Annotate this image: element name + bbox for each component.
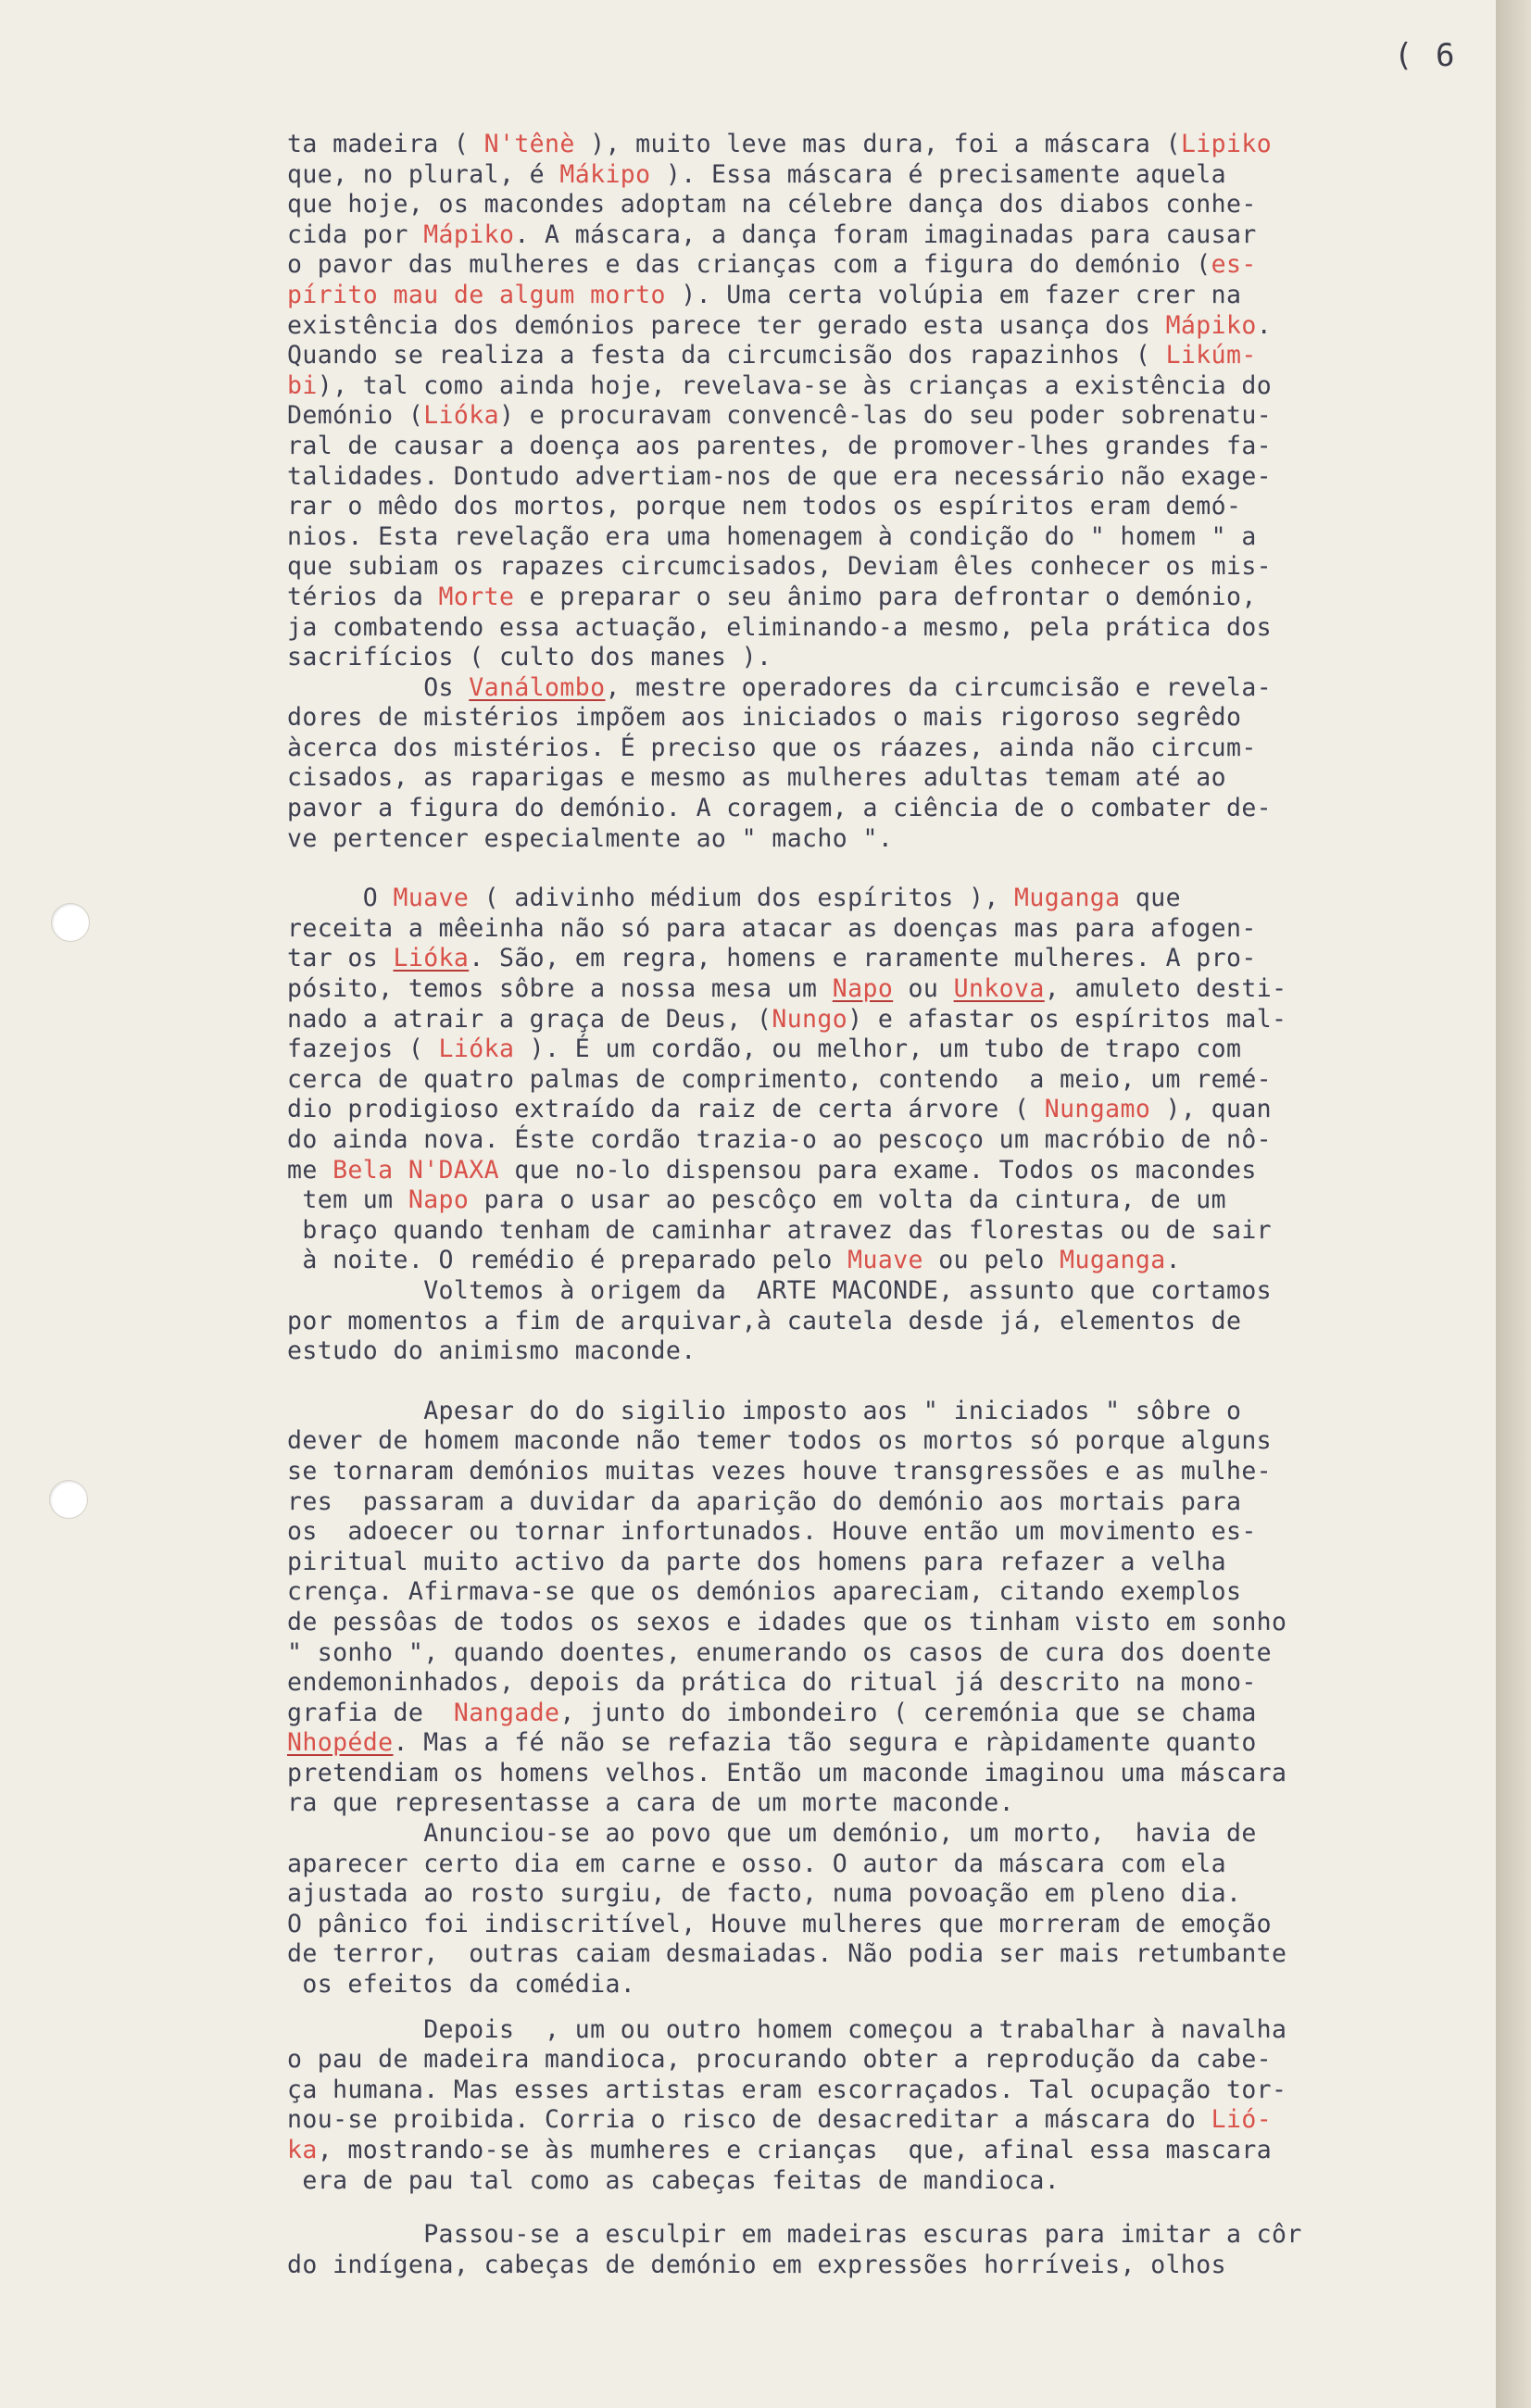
text-line [287, 1970, 1496, 2000]
highlighted-term: Nhopéde [287, 1728, 394, 1758]
text-run: ta madeira ( [287, 130, 484, 158]
text-run: . Mas a fé não se refazia tão segura e ràpidamente quanto [393, 1728, 1257, 1758]
text-run: àcerca dos mistérios. É preciso que os ráazes, ainda não circum- [287, 733, 1257, 762]
text-run: , amuleto desti- [1044, 974, 1287, 1004]
text-line [287, 1457, 1496, 1487]
highlighted-term: Lióka [438, 1035, 515, 1064]
text-line [287, 1095, 1496, 1125]
text-run: , junto do imbondeiro ( ceremónia que se chama [559, 1698, 1257, 1727]
text-run: dio prodigioso extraído da raiz de certa árvore ( [287, 1095, 1045, 1124]
highlighted-term: N'tênè [483, 130, 575, 158]
paragraph [287, 2015, 1496, 2197]
text-line [287, 1759, 1496, 1789]
text-run: ). Uma certa volúpia em fazer crer na [665, 280, 1242, 309]
text-run: Os [287, 672, 470, 702]
text-line [287, 734, 1496, 764]
text-run: , mestre operadores da circumcisão e revela- [605, 672, 1273, 702]
text-run: ), quan [1150, 1095, 1273, 1124]
text-run: ou pelo [922, 1246, 1060, 1275]
text-line [287, 2045, 1496, 2076]
text-run: cisados, as raparigas e mesmo as mulheres adultas temam até ao [287, 763, 1226, 793]
punch-hole [49, 1480, 88, 1519]
highlighted-term: Muganga [1014, 884, 1121, 913]
text-line [287, 1879, 1496, 1910]
text-run: Voltemos à origem da ARTE MACONDE, assunto que cortamos [287, 1275, 1273, 1305]
text-line [287, 462, 1496, 493]
text-run: . São, em regra, homens e raramente mulheres. A pro- [469, 944, 1257, 973]
text-line [287, 1910, 1496, 1940]
text-run: ra que representasse a cara de um morte maconde. [287, 1788, 1015, 1818]
text-line [287, 1517, 1496, 1548]
text-run: grafia de [287, 1698, 454, 1727]
highlighted-term: Lió- [1211, 2105, 1273, 2135]
text-run: ( adivinho médium dos espíritos ), [469, 884, 1015, 913]
text-run: os adoecer ou tornar infortunados. Houve então um movimento es- [287, 1517, 1257, 1547]
text-line [287, 190, 1496, 220]
text-line [287, 914, 1496, 945]
text-line [287, 2015, 1496, 2046]
text-run: O [287, 884, 394, 913]
text-line [287, 1005, 1496, 1035]
text-run: talidades. Dontudo advertiam-nos de que era necessário não exage- [287, 461, 1273, 491]
text-line [287, 1819, 1496, 1850]
text-line [287, 401, 1496, 432]
text-run: " sonho ", quando doentes, enumerando os casos de cura dos doente [287, 1637, 1273, 1667]
text-line [287, 1699, 1496, 1729]
text-run: para o usar ao pescôço em volta da cintura, de um [469, 1185, 1226, 1215]
text-run: Demónio ( [287, 401, 424, 431]
highlighted-term: Likúm- [1165, 341, 1257, 370]
highlighted-term: Mápiko [1165, 310, 1257, 340]
text-run: era de pau tal como as cabeças feitas de mandioca. [287, 2165, 1060, 2195]
text-run: do ainda nova. Éste cordão trazia-o ao pescoço um macróbio de nô- [287, 1125, 1273, 1154]
paragraph [287, 884, 1496, 1276]
text-run: aparecer certo dia em carne e osso. O autor da máscara com ela [287, 1849, 1226, 1878]
page-number: ( 6 [1394, 37, 1457, 74]
text-run: pósito, temos sôbre a nossa mesa um [287, 974, 833, 1004]
text-line [287, 552, 1496, 583]
text-line [287, 341, 1496, 371]
text-run: me [287, 1155, 333, 1185]
highlighted-term: pírito mau de algum morto [287, 280, 666, 309]
text-line [287, 130, 1496, 160]
text-line [287, 944, 1496, 974]
highlighted-term: Lipiko [1180, 130, 1273, 158]
text-run: e preparar o seu ânimo para defrontar o demónio, [514, 582, 1257, 611]
text-line [287, 2220, 1496, 2251]
text-run: nios. Esta revelação era uma homenagem à condição do " homem " a [287, 521, 1257, 551]
text-run: existência dos demónios parece ter gerado esta usança dos [287, 310, 1166, 340]
text-run: Passou-se a esculpir em madeiras escuras para imitar a côr [287, 2220, 1302, 2250]
text-run: nou-se proibida. Corria o risco de desacreditar a máscara do [287, 2105, 1211, 2135]
highlighted-term: ka [287, 2136, 318, 2164]
highlighted-term: Mákipo [559, 159, 651, 189]
text-line [287, 1577, 1496, 1608]
text-line [287, 281, 1496, 311]
text-run: Quando se realiza a festa da circumcisão dos rapazinhos ( [287, 341, 1166, 370]
text-line [287, 220, 1496, 251]
text-line [287, 583, 1496, 613]
text-line [287, 371, 1496, 402]
text-line [287, 2251, 1496, 2281]
highlighted-term: Muave [847, 1246, 923, 1275]
text-line [287, 643, 1496, 673]
text-line [287, 1035, 1496, 1065]
text-line [287, 974, 1496, 1005]
text-run: . [1165, 1246, 1181, 1275]
text-run: dever de homem maconde não temer todos os mortos só porque alguns [287, 1426, 1273, 1456]
text-run: ja combatendo essa actuação, eliminando-a mesmo, pela prática dos [287, 612, 1273, 642]
highlighted-term: Muganga [1060, 1246, 1166, 1275]
text-line [287, 1668, 1496, 1699]
text-run: ça humana. Mas esses artistas eram escorraçados. Tal ocupação tor- [287, 2075, 1287, 2104]
text-line [287, 1065, 1496, 1096]
text-run: térios da [287, 582, 439, 611]
highlighted-term: es- [1211, 250, 1257, 280]
text-run: . A máscara, a dança foram imaginadas para causar [514, 219, 1257, 249]
text-run: o pavor das mulheres e das crianças com a figura do demónio ( [287, 250, 1211, 280]
highlighted-term: Morte [438, 582, 515, 611]
text-run: que [1120, 884, 1181, 913]
text-line [287, 1246, 1496, 1276]
paragraph [287, 673, 1496, 855]
text-line [287, 1728, 1496, 1759]
text-run: ral de causar a doença aos parentes, de promover-lhes grandes fa- [287, 431, 1273, 460]
highlighted-term: Unkova [953, 974, 1045, 1004]
text-line [287, 884, 1496, 914]
text-line [287, 794, 1496, 824]
text-line [287, 1939, 1496, 1970]
highlighted-term: bi [287, 370, 318, 400]
text-run: sacrifícios ( culto dos manes ). [287, 643, 772, 672]
text-run: por momentos a fim de arquivar,à cautela desde já, elementos de [287, 1306, 1242, 1336]
text-line [287, 1638, 1496, 1669]
text-run: ), tal como ainda hoje, revelava-se às crianças a existência do [317, 370, 1273, 400]
text-line [287, 1307, 1496, 1337]
highlighted-term: Napo [832, 974, 894, 1004]
text-run: tar os [287, 944, 394, 973]
text-line [287, 613, 1496, 644]
text-run: endemoninhados, depois da prática do ritual já descrito na mono- [287, 1668, 1257, 1698]
text-run: que subiam os rapazes circumcisados, Deviam êles conhecer os mis- [287, 552, 1273, 582]
paragraph-gap [287, 2000, 1496, 2015]
text-run: de pessôas de todos os sexos e idades que os tinham visto em sonho [287, 1607, 1287, 1637]
text-run: nado a atrair a graça de Deus, ( [287, 1004, 772, 1034]
text-run: que hoje, os macondes adoptam na célebre dança dos diabos conhe- [287, 190, 1257, 219]
text-line [287, 1397, 1496, 1427]
text-run: piritual muito activo da parte dos homens para refazer a velha [287, 1547, 1226, 1576]
highlighted-term: Nungamo [1044, 1095, 1151, 1124]
text-run: se tornaram demónios muitas vezes houve transgressões e as mulhe- [287, 1456, 1273, 1486]
text-line [287, 1185, 1496, 1216]
text-line [287, 1276, 1496, 1307]
text-run: . [1256, 310, 1273, 340]
text-line [287, 1850, 1496, 1880]
text-line [287, 1608, 1496, 1638]
text-line [287, 2166, 1496, 2197]
text-run: O pânico foi indiscritível, Houve mulheres que morreram de emoção [287, 1909, 1273, 1938]
text-run: os efeitos da comédia. [287, 1970, 636, 2000]
text-run: fazejos ( [287, 1035, 439, 1064]
text-run: que no-lo dispensou para exame. Todos os macondes [498, 1155, 1257, 1185]
text-run: receita a mêeinha não só para atacar as doenças mas para afogen- [287, 913, 1257, 943]
text-run: Apesar do do sigilio imposto aos " iniciados " sôbre o [287, 1396, 1242, 1425]
text-run: cida por [287, 219, 424, 249]
text-line [287, 492, 1496, 522]
text-line [287, 160, 1496, 191]
punch-hole [51, 903, 90, 942]
text-run: que, no plural, é [287, 159, 560, 189]
text-line [287, 2105, 1496, 2136]
highlighted-term: Lióka [423, 401, 499, 431]
paragraph [287, 1276, 1496, 1367]
text-line [287, 703, 1496, 734]
text-run: braço quando tenham de caminhar atravez das florestas ou de sair [287, 1215, 1273, 1245]
text-run: de terror, outras caiam desmaiadas. Não podia ser mais retumbante [287, 1939, 1287, 1969]
highlighted-term: Nungo [772, 1004, 848, 1034]
text-run: ) e afastar os espíritos mal- [847, 1004, 1287, 1034]
text-run: cerca de quatro palmas de comprimento, contendo a meio, um remé- [287, 1064, 1273, 1094]
paragraph-gap [287, 1367, 1496, 1397]
text-run: pavor a figura do demónio. A coragem, a ciência de o combater de- [287, 794, 1273, 823]
text-line [287, 2076, 1496, 2106]
text-line [287, 763, 1496, 794]
text-run: o pau de madeira mandioca, procurando obter a reprodução da cabe- [287, 2045, 1273, 2075]
text-run: ve pertencer especialmente ao " macho ". [287, 823, 894, 853]
text-line [287, 1548, 1496, 1578]
text-line [287, 1426, 1496, 1457]
paragraph-gap [287, 2196, 1496, 2220]
text-line [287, 1216, 1496, 1247]
text-run: Anunciou-se ao povo que um demónio, um morto, havia de [287, 1819, 1257, 1849]
text-run: pretendiam os homens velhos. Então um maconde imaginou uma máscara [287, 1758, 1287, 1787]
highlighted-term: Muave [393, 884, 470, 913]
text-line [287, 250, 1496, 281]
text-run: Depois , um ou outro homem começou a trabalhar à navalha [287, 2014, 1287, 2044]
highlighted-term: Napo [408, 1185, 470, 1215]
text-line [287, 1336, 1496, 1367]
paragraph [287, 130, 1496, 673]
text-run: ou [893, 974, 954, 1004]
text-line [287, 1788, 1496, 1819]
text-run: ), muito leve mas dura, foi a máscara ( [574, 130, 1181, 158]
text-run: dores de mistérios impõem aos iniciados o mais rigoroso segrêdo [287, 703, 1242, 733]
body-text [287, 130, 1496, 2280]
text-line [287, 824, 1496, 855]
text-run: ). Essa máscara é precisamente aquela [650, 159, 1226, 189]
text-line [287, 432, 1496, 462]
text-line [287, 1156, 1496, 1186]
highlighted-term: Nangade [453, 1698, 560, 1727]
text-line [287, 522, 1496, 553]
text-run: estudo do animismo maconde. [287, 1336, 696, 1366]
highlighted-term: Lióka [393, 944, 470, 973]
text-line [287, 1125, 1496, 1156]
text-line [287, 311, 1496, 342]
text-run: crença. Afirmava-se que os demónios apareciam, citando exemplos [287, 1577, 1242, 1607]
text-run: rar o mêdo dos mortos, porque nem todos os espíritos eram demó- [287, 492, 1242, 521]
text-run: do indígena, cabeças de demónio em expressões horríveis, olhos [287, 2250, 1226, 2279]
text-run: res passaram a duvidar da aparição do demónio aos mortais para [287, 1486, 1242, 1516]
paragraph [287, 2220, 1496, 2280]
highlighted-term: Vanálombo [469, 672, 606, 702]
text-line [287, 1487, 1496, 1518]
text-line [287, 673, 1496, 704]
highlighted-term: Mápiko [423, 219, 515, 249]
text-run: , mostrando-se às mumheres e crianças que, afinal essa mascara [317, 2136, 1273, 2164]
text-run: tem um [287, 1185, 408, 1215]
text-run: ). É um cordão, ou melhor, um tubo de trapo com [514, 1035, 1242, 1064]
paragraph [287, 1819, 1496, 2000]
paragraph [287, 1397, 1496, 1819]
highlighted-term: Bela N'DAXA [333, 1155, 499, 1185]
paragraph-gap [287, 854, 1496, 884]
text-run: ) e procuravam convencê-las do seu poder sobrenatu- [498, 401, 1273, 431]
page-edge [1496, 0, 1531, 2408]
text-line [287, 2136, 1496, 2166]
text-run: à noite. O remédio é preparado pelo [287, 1246, 848, 1275]
text-run: ajustada ao rosto surgiu, de facto, numa povoação em pleno dia. [287, 1879, 1242, 1909]
